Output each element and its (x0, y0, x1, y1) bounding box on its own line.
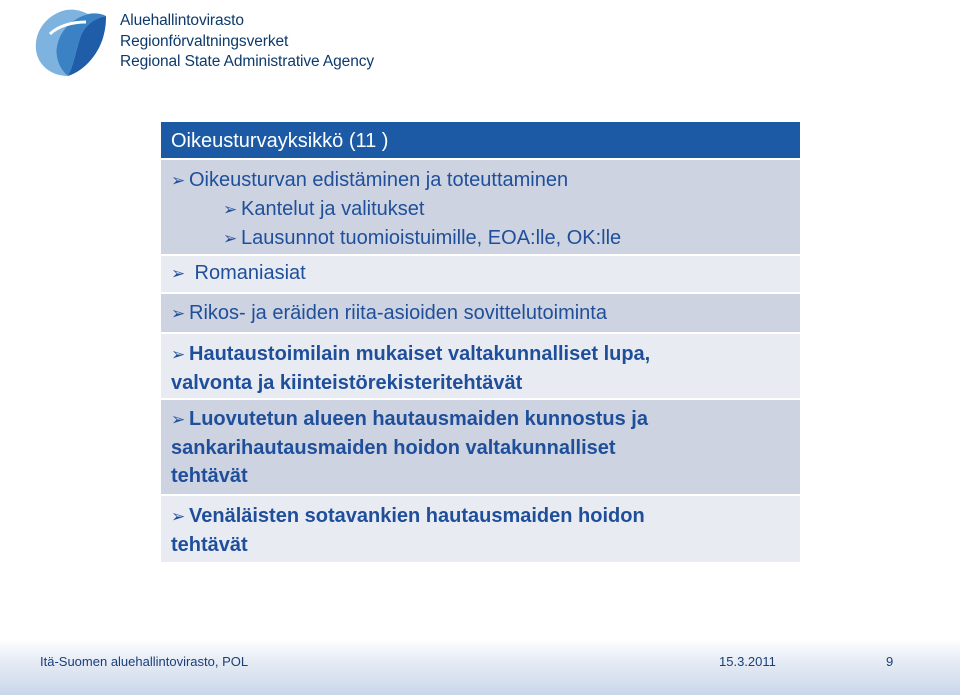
arrow-bullet-icon: ➢ (171, 171, 186, 190)
list-item: ➢ Lausunnot tuomioistuimille, EOA:lle, OK:lle (171, 224, 792, 253)
list-item-continuation: valvonta ja kiinteistörekisteritehtävät (171, 372, 523, 394)
list-item: ➢ Oikeusturvan edistäminen ja toteuttaminen (171, 166, 792, 195)
org-name-swedish: Regionförvaltningsverket (120, 32, 289, 50)
list-item: ➢ Kantelut ja valitukset (171, 195, 792, 224)
list-item-continuation: sankarihautausmaiden hoidon valtakunnalliset (171, 437, 616, 459)
table-row (161, 294, 800, 334)
table-row (161, 496, 800, 562)
responsibilities-table (160, 121, 801, 563)
table-row (161, 400, 800, 496)
table-header: Oikeusturvayksikkö (11 ) (161, 122, 800, 160)
organization-names (120, 11, 374, 73)
table-row (161, 256, 800, 294)
list-item: ➢ Rikos- ja eräiden riita-asioiden sovittelutoiminta (171, 299, 792, 328)
table-row (161, 160, 800, 256)
table-row (161, 334, 800, 400)
list-item: ➢ Romaniasiat (171, 259, 792, 288)
list-item: ➢ Venäläisten sotavankien hautausmaiden hoidon (171, 502, 792, 531)
slide-footer (0, 639, 960, 695)
org-name-finnish: Aluehallintovirasto (120, 12, 244, 29)
arrow-bullet-icon: ➢ (171, 507, 186, 526)
arrow-bullet-icon: ➢ (171, 304, 186, 323)
arrow-bullet-icon: ➢ (223, 229, 238, 248)
agency-logo-icon (28, 4, 112, 80)
list-item: ➢ Luovutetun alueen hautausmaiden kunnostus ja (171, 405, 792, 434)
list-item: ➢ Hautaustoimilain mukaiset valtakunnalliset lupa, (171, 340, 792, 369)
arrow-bullet-icon: ➢ (171, 345, 186, 364)
list-item-continuation: tehtävät (171, 465, 248, 487)
footer-organization: Itä-Suomen aluehallintovirasto, POL (40, 654, 249, 669)
arrow-bullet-icon: ➢ (171, 264, 186, 283)
page-number: 9 (886, 654, 894, 669)
list-item-continuation: tehtävät (171, 534, 248, 556)
arrow-bullet-icon: ➢ (171, 410, 186, 429)
footer-date: 15.3.2011 (719, 654, 776, 669)
arrow-bullet-icon: ➢ (223, 200, 238, 219)
org-name-english: Regional State Administrative Agency (120, 53, 375, 70)
